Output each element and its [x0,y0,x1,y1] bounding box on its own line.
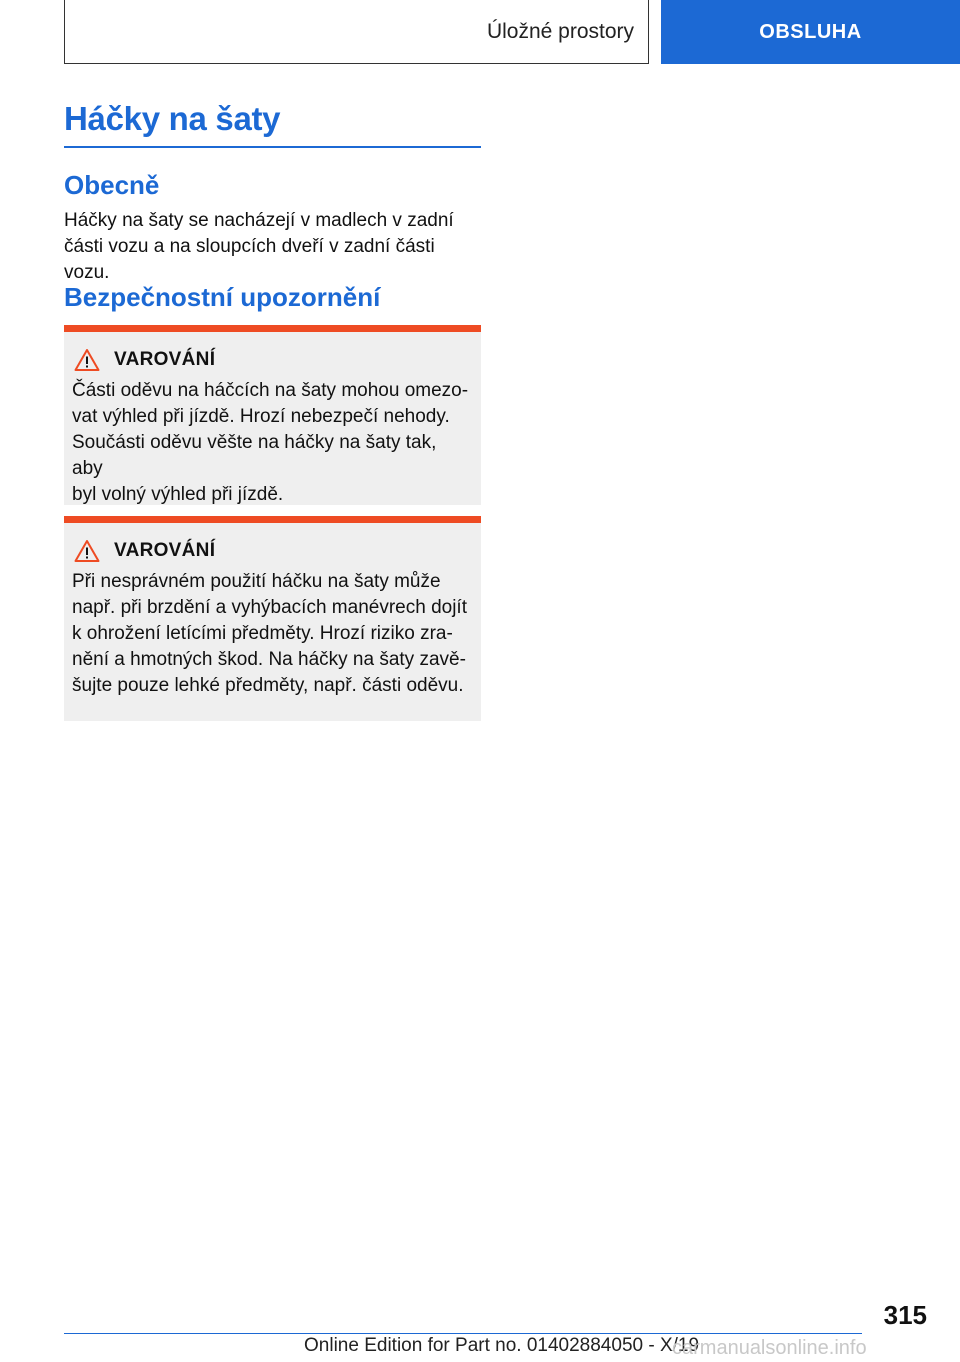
warning-line: nění a hmotných škod. Na háčky na šaty zavě- [72,649,466,670]
warning-line: Součásti oděvu věšte na háčky na šaty tak, aby [72,432,437,479]
warning-line: šujte pouze lehké předměty, např. části oděvu. [72,675,464,696]
section-heading-safety: Bezpečnostní upozornění [64,282,381,312]
warning-box [64,325,481,505]
warning-header [72,539,469,563]
warning-label: VAROVÁNÍ [114,349,216,370]
watermark: carmanualsonline.info [672,1337,867,1359]
warning-triangle-icon [74,348,100,372]
title-divider [64,146,481,148]
warning-text [72,378,469,508]
footer-edition: Online Edition for Part no. 01402884050 - X/19 [304,1335,700,1356]
footer-divider [64,1333,862,1334]
warning-box [64,516,481,721]
page-title: Háčky na šaty [64,100,281,137]
warning-line: např. při brzdění a vyhýbacích manévrech dojít [72,597,467,618]
header-chapter-tab[interactable] [661,0,960,64]
warning-text [72,569,469,699]
header-section-label: Úložné prostory [486,19,634,43]
general-paragraph [64,208,484,286]
warning-line: byl volný výhled při jízdě. [72,484,284,505]
section-heading-general: Obecně [64,170,160,200]
general-line: Háčky na šaty se nacházejí v madlech v zadní [64,210,454,231]
general-line: části vozu a na sloupcích dveří v zadní části vozu. [64,236,435,283]
warning-line: k ohrožení letícími předměty. Hrozí riziko zra- [72,623,453,644]
warning-line: Části oděvu na háčcích na šaty mohou omezo- [72,380,469,401]
warning-line: vat výhled při jízdě. Hrozí nebezpečí nehody. [72,406,450,427]
warning-triangle-icon [74,539,100,563]
warning-label: VAROVÁNÍ [114,540,216,561]
warning-header [72,348,469,372]
header-chapter-label: OBSLUHA [759,20,862,43]
page-number: 315 [883,1300,927,1330]
header-section-tab [64,0,649,64]
warning-line: Při nesprávném použití háčku na šaty může [72,571,441,592]
